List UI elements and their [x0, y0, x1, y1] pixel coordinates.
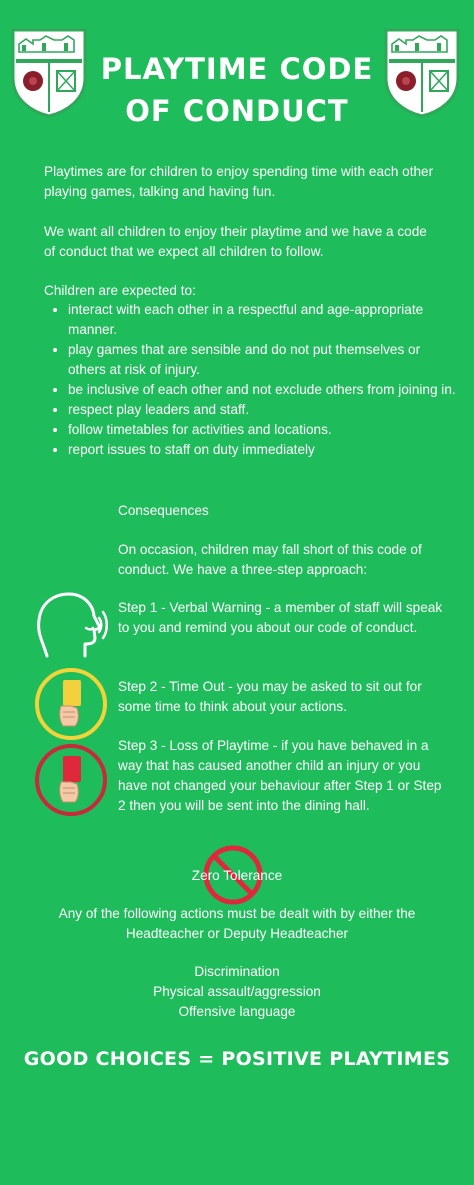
list-item: Offensive language [178, 1004, 296, 1019]
zero-tolerance-heading: Zero Tolerance [191, 868, 283, 883]
speaking-head-icon [33, 590, 109, 660]
school-crest-icon [383, 26, 461, 118]
expectations-heading: Children are expected to: [44, 283, 196, 298]
step-1-text: Step 1 - Verbal Warning - a member of staff will speak to you and remind you about our code of conduct. [118, 600, 443, 635]
school-crest-icon [10, 26, 88, 118]
list-item: • report issues to staff on duty immediately [68, 440, 458, 460]
step-2-text: Step 2 - Time Out - you may be asked to sit out for some time to think about your actions. [118, 679, 422, 714]
list-item: • play games that are sensible and do not put themselves or others at risk of injury. [68, 340, 458, 380]
list-item: • be inclusive of each other and not exclude others from joining in. [68, 380, 458, 400]
page-title [95, 48, 379, 132]
footer-slogan: GOOD CHOICES = POSITIVE PLAYTIMES [23, 1048, 451, 1070]
list-item: Physical assault/aggression [153, 984, 321, 999]
list-item: • respect play leaders and staff. [68, 400, 458, 420]
list-item: Discrimination [194, 964, 280, 979]
zero-tolerance-description: Any of the following actions must be dealt with by either the Headteacher or Deputy Headteacher [58, 906, 416, 941]
expectations-list [44, 300, 458, 460]
step-3-text: Step 3 - Loss of Playtime - if you have behaved in a way that has caused another child an injury or you have not changed your behaviour after Step 1 or Step 2 then you will be sent into the dining hall. [118, 738, 442, 813]
title-line-2: OF CONDUCT [125, 94, 349, 128]
consequences-intro: On occasion, children may fall short of this code of conduct. We have a three-step approach: [118, 542, 422, 577]
red-card-icon [33, 742, 109, 818]
offences-list [0, 962, 474, 1022]
yellow-card-icon [33, 666, 109, 742]
intro-paragraph-2: We want all children to enjoy their playtime and we have a code of conduct that we expect all children to follow. [44, 224, 427, 259]
list-item: • follow timetables for activities and locations. [68, 420, 458, 440]
list-item: • interact with each other in a respectful and age-appropriate manner. [68, 300, 458, 340]
title-line-1: PLAYTIME CODE [100, 52, 374, 86]
consequences-heading: Consequences [118, 503, 209, 518]
intro-paragraph-1: Playtimes are for children to enjoy spending time with each other playing games, talking and having fun. [44, 164, 434, 199]
